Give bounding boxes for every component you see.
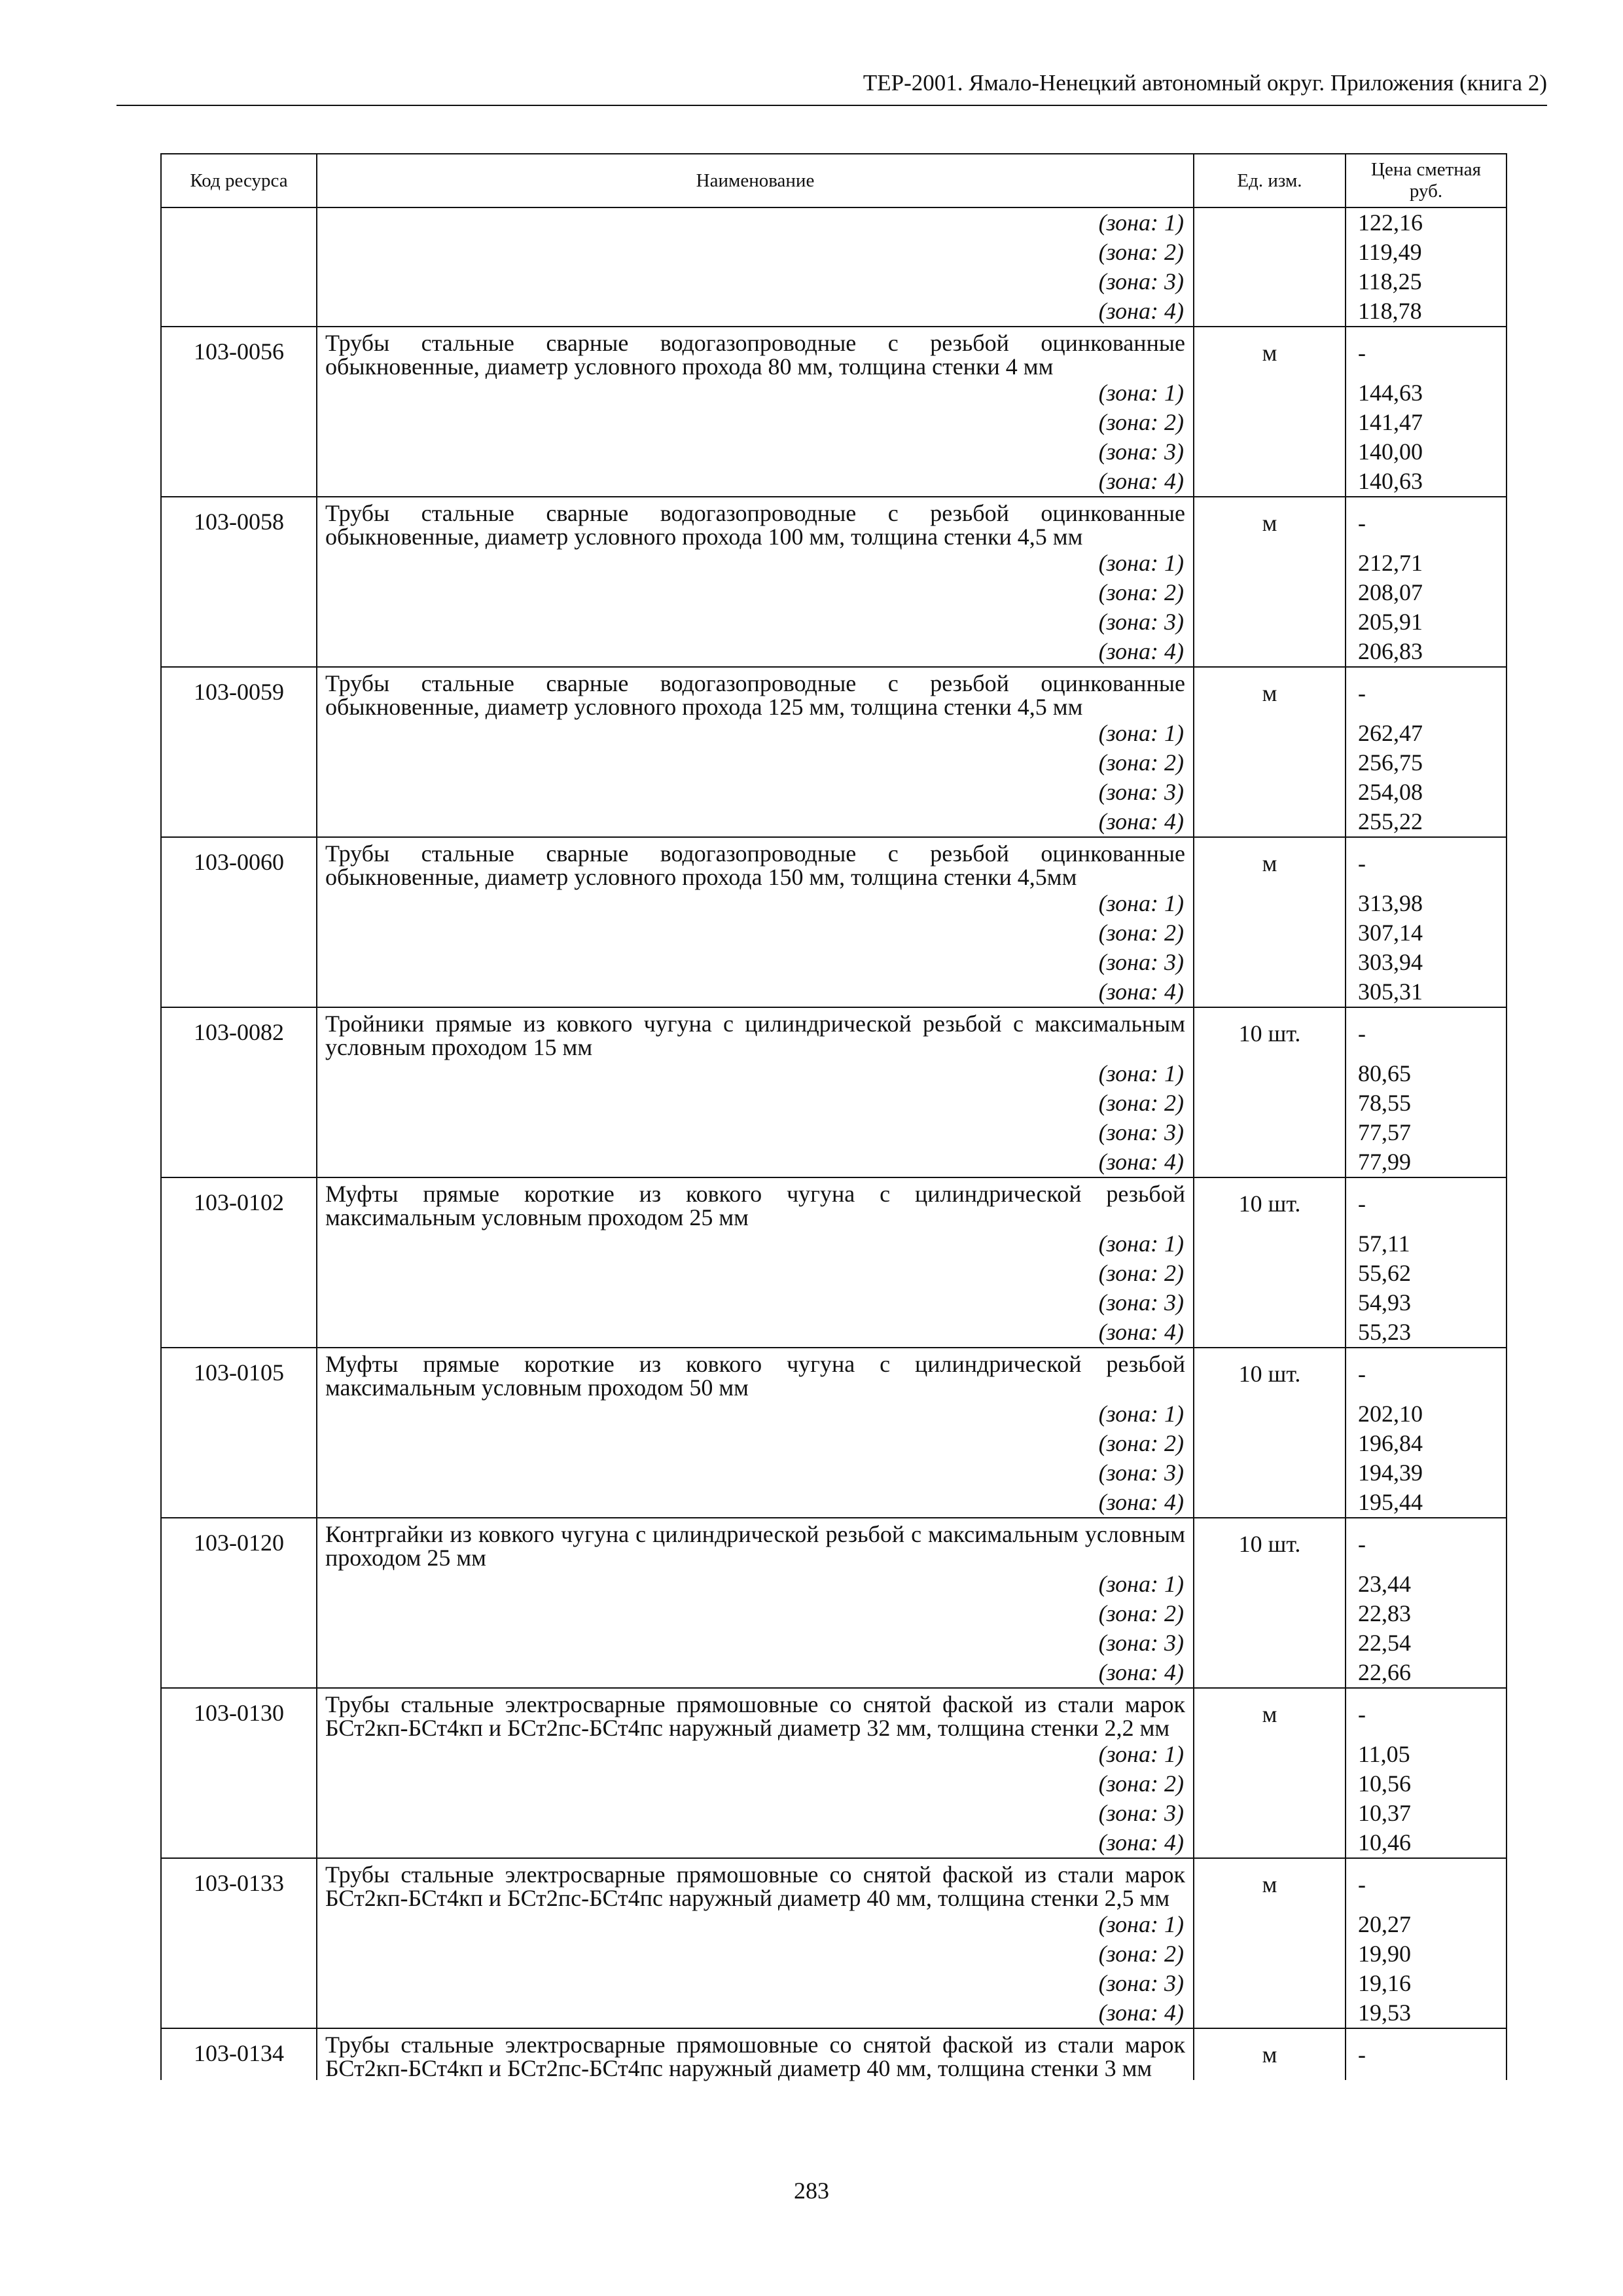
zone-label: (зона: 4) — [317, 1658, 1194, 1688]
unit-cell — [1194, 1828, 1346, 1858]
unit-cell — [1194, 1570, 1346, 1599]
zone-price: 195,44 — [1346, 1488, 1507, 1518]
zone-price: 55,62 — [1346, 1259, 1507, 1288]
unit-cell — [1194, 1399, 1346, 1429]
code-cell — [161, 889, 317, 918]
zone-price: 307,14 — [1346, 918, 1507, 948]
resource-name: Муфты прямые короткие из ковкого чугуна с цилиндрической резьбой максимальным условным проходом 25 мм — [317, 1177, 1194, 1229]
resource-unit: м — [1194, 497, 1346, 548]
zone-row — [161, 1088, 1507, 1118]
table-row — [161, 667, 1507, 719]
zone-label: (зона: 1) — [317, 207, 1194, 238]
zone-label: (зона: 2) — [317, 1259, 1194, 1288]
code-cell — [161, 1147, 317, 1177]
zone-label: (зона: 2) — [317, 1429, 1194, 1458]
resource-unit: м — [1194, 1858, 1346, 1910]
zone-row — [161, 1628, 1507, 1658]
table-row — [161, 1518, 1507, 1570]
zone-label: (зона: 1) — [317, 1570, 1194, 1599]
zone-price: 19,53 — [1346, 1998, 1507, 2028]
zone-label: (зона: 4) — [317, 977, 1194, 1007]
zone-price: 20,27 — [1346, 1910, 1507, 1939]
zone-price: 303,94 — [1346, 948, 1507, 977]
code-cell — [161, 637, 317, 667]
zone-price: 256,75 — [1346, 748, 1507, 778]
zone-row — [161, 748, 1507, 778]
resource-unit: м — [1194, 1688, 1346, 1740]
code-cell — [161, 1658, 317, 1688]
zone-label: (зона: 1) — [317, 1229, 1194, 1259]
code-cell — [161, 1740, 317, 1769]
zone-row — [161, 1939, 1507, 1969]
resource-unit: м — [1194, 667, 1346, 719]
code-cell — [161, 238, 317, 267]
zone-row — [161, 607, 1507, 637]
zone-row — [161, 296, 1507, 327]
zone-price: 80,65 — [1346, 1059, 1507, 1088]
zone-label: (зона: 3) — [317, 948, 1194, 977]
zone-label: (зона: 1) — [317, 1740, 1194, 1769]
unit-cell — [1194, 408, 1346, 437]
zone-row — [161, 1910, 1507, 1939]
zone-label: (зона: 3) — [317, 267, 1194, 296]
zone-row — [161, 1769, 1507, 1799]
zone-label: (зона: 2) — [317, 748, 1194, 778]
unit-cell — [1194, 889, 1346, 918]
unit-cell — [1194, 548, 1346, 578]
resource-name: Трубы стальные электросварные прямошовные со снятой фаской из стали марок БСт2кп-БСт4кп и БСт2пс-БСт4пс наружный диаметр 40 мм, толщина стенки 3 мм — [317, 2028, 1194, 2080]
unit-cell — [1194, 378, 1346, 408]
continuation-rows — [161, 207, 1507, 327]
zone-price: 118,25 — [1346, 267, 1507, 296]
unit-cell — [1194, 1288, 1346, 1318]
code-cell — [161, 748, 317, 778]
resource-name: Трубы стальные сварные водогазопроводные с резьбой оцинкованные обыкновенные, диаметр условного прохода 150 мм, толщина стенки 4,5мм — [317, 837, 1194, 889]
resource-group — [161, 2028, 1507, 2080]
column-header-code: Код ресурса — [161, 154, 317, 207]
code-cell — [161, 1429, 317, 1458]
code-cell — [161, 607, 317, 637]
unit-cell — [1194, 1599, 1346, 1628]
table-row — [161, 497, 1507, 548]
zone-price: 140,00 — [1346, 437, 1507, 467]
code-cell — [161, 1599, 317, 1628]
code-cell — [161, 1088, 317, 1118]
zone-price: 22,54 — [1346, 1628, 1507, 1658]
unit-cell — [1194, 1458, 1346, 1488]
resource-group — [161, 497, 1507, 667]
resource-unit: 10 шт. — [1194, 1348, 1346, 1399]
zone-price: 122,16 — [1346, 207, 1507, 238]
zone-row — [161, 1599, 1507, 1628]
zone-row — [161, 1740, 1507, 1769]
unit-cell — [1194, 1939, 1346, 1969]
zone-row — [161, 1318, 1507, 1348]
zone-label: (зона: 4) — [317, 1488, 1194, 1518]
unit-cell — [1194, 807, 1346, 837]
resource-price: - — [1346, 667, 1507, 719]
zone-row — [161, 1059, 1507, 1088]
code-cell — [161, 1628, 317, 1658]
code-cell — [161, 1229, 317, 1259]
zone-label: (зона: 2) — [317, 238, 1194, 267]
resource-group — [161, 837, 1507, 1007]
zone-label: (зона: 3) — [317, 607, 1194, 637]
resource-name: Контргайки из ковкого чугуна с цилиндрической резьбой с максимальным условным проходом 25 мм — [317, 1518, 1194, 1570]
zone-price: 305,31 — [1346, 977, 1507, 1007]
zone-label: (зона: 2) — [317, 1939, 1194, 1969]
resource-name: Трубы стальные электросварные прямошовные со снятой фаской из стали марок БСт2кп-БСт4кп и БСт2пс-БСт4пс наружный диаметр 40 мм, толщина стенки 2,5 мм — [317, 1858, 1194, 1910]
zone-label: (зона: 1) — [317, 1399, 1194, 1429]
code-cell — [161, 719, 317, 748]
unit-cell — [1194, 977, 1346, 1007]
zone-price: 119,49 — [1346, 238, 1507, 267]
zone-row — [161, 578, 1507, 607]
zone-label: (зона: 3) — [317, 1458, 1194, 1488]
resource-code: 103-0120 — [161, 1518, 317, 1570]
zone-price: 78,55 — [1346, 1088, 1507, 1118]
unit-cell — [1194, 467, 1346, 497]
zone-row — [161, 1147, 1507, 1177]
zone-row — [161, 889, 1507, 918]
resource-group — [161, 1177, 1507, 1348]
unit-cell — [1194, 637, 1346, 667]
code-cell — [161, 548, 317, 578]
code-cell — [161, 1458, 317, 1488]
zone-label: (зона: 2) — [317, 1599, 1194, 1628]
zone-price: 194,39 — [1346, 1458, 1507, 1488]
zone-price: 77,99 — [1346, 1147, 1507, 1177]
code-cell — [161, 1488, 317, 1518]
zone-label: (зона: 3) — [317, 1969, 1194, 1998]
resource-group — [161, 1007, 1507, 1177]
resource-price: - — [1346, 1688, 1507, 1740]
zone-row — [161, 238, 1507, 267]
code-cell — [161, 1059, 317, 1088]
zone-label: (зона: 3) — [317, 437, 1194, 467]
code-cell — [161, 207, 317, 238]
unit-cell — [1194, 578, 1346, 607]
resource-price: - — [1346, 1518, 1507, 1570]
unit-cell — [1194, 1088, 1346, 1118]
resource-price: - — [1346, 1007, 1507, 1059]
resource-code: 103-0130 — [161, 1688, 317, 1740]
zone-price: 57,11 — [1346, 1229, 1507, 1259]
code-cell — [161, 467, 317, 497]
code-cell — [161, 778, 317, 807]
resource-unit: м — [1194, 837, 1346, 889]
resource-name: Тройники прямые из ковкого чугуна с цилиндрической резьбой с максимальным условным проходом 15 мм — [317, 1007, 1194, 1059]
zone-row — [161, 948, 1507, 977]
resource-code: 103-0059 — [161, 667, 317, 719]
zone-price: 54,93 — [1346, 1288, 1507, 1318]
code-cell — [161, 807, 317, 837]
unit-cell — [1194, 1318, 1346, 1348]
resource-group — [161, 327, 1507, 497]
table-row — [161, 1688, 1507, 1740]
zone-price: 254,08 — [1346, 778, 1507, 807]
resource-code: 103-0060 — [161, 837, 317, 889]
code-cell — [161, 1828, 317, 1858]
zone-row — [161, 977, 1507, 1007]
unit-cell — [1194, 1259, 1346, 1288]
unit-cell — [1194, 719, 1346, 748]
zone-row — [161, 548, 1507, 578]
code-cell — [161, 437, 317, 467]
zone-label: (зона: 2) — [317, 918, 1194, 948]
zone-row — [161, 267, 1507, 296]
zone-row — [161, 1998, 1507, 2028]
unit-cell — [1194, 1998, 1346, 2028]
zone-price: 10,56 — [1346, 1769, 1507, 1799]
unit-cell — [1194, 1740, 1346, 1769]
resource-group — [161, 1858, 1507, 2028]
zone-label: (зона: 3) — [317, 1118, 1194, 1147]
unit-cell — [1194, 1628, 1346, 1658]
zone-label: (зона: 4) — [317, 807, 1194, 837]
zone-price: 19,90 — [1346, 1939, 1507, 1969]
code-cell — [161, 578, 317, 607]
resource-name: Муфты прямые короткие из ковкого чугуна с цилиндрической резьбой максимальным условным проходом 50 мм — [317, 1348, 1194, 1399]
column-header-unit: Ед. изм. — [1194, 154, 1346, 207]
unit-cell — [1194, 1429, 1346, 1458]
resource-group — [161, 667, 1507, 837]
zone-price: 10,37 — [1346, 1799, 1507, 1828]
unit-cell — [1194, 948, 1346, 977]
zone-label: (зона: 2) — [317, 1088, 1194, 1118]
resource-group — [161, 1348, 1507, 1518]
resource-unit: м — [1194, 2028, 1346, 2080]
zone-row — [161, 378, 1507, 408]
zone-price: 23,44 — [1346, 1570, 1507, 1599]
zone-label: (зона: 3) — [317, 1288, 1194, 1318]
zone-price: 22,66 — [1346, 1658, 1507, 1688]
resource-group — [161, 1688, 1507, 1858]
unit-cell — [1194, 207, 1346, 238]
resource-name: Трубы стальные сварные водогазопроводные с резьбой оцинкованные обыкновенные, диаметр условного прохода 80 мм, толщина стенки 4 мм — [317, 327, 1194, 378]
resource-price: - — [1346, 837, 1507, 889]
table-row — [161, 2028, 1507, 2080]
code-cell — [161, 1570, 317, 1599]
table-header-row — [161, 154, 1507, 207]
zone-row — [161, 408, 1507, 437]
unit-cell — [1194, 1059, 1346, 1088]
unit-cell — [1194, 1799, 1346, 1828]
code-cell — [161, 918, 317, 948]
unit-cell — [1194, 607, 1346, 637]
resource-group — [161, 1518, 1507, 1688]
zone-row — [161, 1570, 1507, 1599]
zone-label: (зона: 4) — [317, 1318, 1194, 1348]
resource-code: 103-0058 — [161, 497, 317, 548]
zone-row — [161, 1118, 1507, 1147]
code-cell — [161, 1969, 317, 1998]
zone-label: (зона: 4) — [317, 296, 1194, 327]
zone-row — [161, 1488, 1507, 1518]
unit-cell — [1194, 1488, 1346, 1518]
page-header: ТЕР-2001. Ямало-Ненецкий автономный округ. Приложения (книга 2) — [863, 70, 1547, 96]
code-cell — [161, 1399, 317, 1429]
resource-unit: 10 шт. — [1194, 1177, 1346, 1229]
zone-row — [161, 1429, 1507, 1458]
zone-price: 262,47 — [1346, 719, 1507, 748]
header-rule — [116, 105, 1547, 106]
zone-price: 19,16 — [1346, 1969, 1507, 1998]
code-cell — [161, 408, 317, 437]
zone-row — [161, 1658, 1507, 1688]
unit-cell — [1194, 1147, 1346, 1177]
zone-price: 144,63 — [1346, 378, 1507, 408]
unit-cell — [1194, 238, 1346, 267]
zone-label: (зона: 4) — [317, 1998, 1194, 2028]
unit-cell — [1194, 1969, 1346, 1998]
zone-row — [161, 1458, 1507, 1488]
zone-row — [161, 1828, 1507, 1858]
zone-row — [161, 1229, 1507, 1259]
zone-label: (зона: 4) — [317, 1147, 1194, 1177]
zone-label: (зона: 4) — [317, 467, 1194, 497]
resource-name: Трубы стальные электросварные прямошовные со снятой фаской из стали марок БСт2кп-БСт4кп и БСт2пс-БСт4пс наружный диаметр 32 мм, толщина стенки 2,2 мм — [317, 1688, 1194, 1740]
zone-row — [161, 778, 1507, 807]
unit-cell — [1194, 748, 1346, 778]
zone-label: (зона: 3) — [317, 1628, 1194, 1658]
resource-price: - — [1346, 327, 1507, 378]
zone-price: 196,84 — [1346, 1429, 1507, 1458]
zone-row — [161, 1969, 1507, 1998]
zone-price: 141,47 — [1346, 408, 1507, 437]
code-cell — [161, 948, 317, 977]
code-cell — [161, 1998, 317, 2028]
zone-row — [161, 637, 1507, 667]
zone-price: 202,10 — [1346, 1399, 1507, 1429]
zone-label: (зона: 2) — [317, 578, 1194, 607]
zone-row — [161, 467, 1507, 497]
zone-price: 118,78 — [1346, 296, 1507, 327]
zone-price: 11,05 — [1346, 1740, 1507, 1769]
unit-cell — [1194, 267, 1346, 296]
code-cell — [161, 378, 317, 408]
zone-price: 255,22 — [1346, 807, 1507, 837]
resource-price: - — [1346, 1177, 1507, 1229]
code-cell — [161, 296, 317, 327]
unit-cell — [1194, 918, 1346, 948]
zone-label: (зона: 3) — [317, 778, 1194, 807]
unit-cell — [1194, 1229, 1346, 1259]
table-row — [161, 1858, 1507, 1910]
resource-unit: 10 шт. — [1194, 1007, 1346, 1059]
zone-row — [161, 1799, 1507, 1828]
resource-price: - — [1346, 497, 1507, 548]
resource-code: 103-0105 — [161, 1348, 317, 1399]
code-cell — [161, 977, 317, 1007]
unit-cell — [1194, 1658, 1346, 1688]
code-cell — [161, 1939, 317, 1969]
code-cell — [161, 1769, 317, 1799]
zone-label: (зона: 1) — [317, 889, 1194, 918]
zone-label: (зона: 2) — [317, 1769, 1194, 1799]
resource-price: - — [1346, 1858, 1507, 1910]
zone-row — [161, 437, 1507, 467]
zone-row — [161, 1259, 1507, 1288]
zone-price: 206,83 — [1346, 637, 1507, 667]
zone-price: 55,23 — [1346, 1318, 1507, 1348]
zone-price: 22,83 — [1346, 1599, 1507, 1628]
table-row — [161, 837, 1507, 889]
code-cell — [161, 1118, 317, 1147]
unit-cell — [1194, 1769, 1346, 1799]
zone-label: (зона: 1) — [317, 1059, 1194, 1088]
zone-price: 77,57 — [1346, 1118, 1507, 1147]
code-cell — [161, 1318, 317, 1348]
resource-code: 103-0056 — [161, 327, 317, 378]
zone-label: (зона: 4) — [317, 1828, 1194, 1858]
code-cell — [161, 1288, 317, 1318]
resource-unit: м — [1194, 327, 1346, 378]
unit-cell — [1194, 778, 1346, 807]
zone-row — [161, 807, 1507, 837]
zone-price: 208,07 — [1346, 578, 1507, 607]
code-cell — [161, 267, 317, 296]
unit-cell — [1194, 1118, 1346, 1147]
code-cell — [161, 1910, 317, 1939]
table-row — [161, 327, 1507, 378]
code-cell — [161, 1259, 317, 1288]
zone-label: (зона: 1) — [317, 719, 1194, 748]
zone-price: 313,98 — [1346, 889, 1507, 918]
page-number: 283 — [794, 2178, 829, 2204]
unit-cell — [1194, 437, 1346, 467]
zone-label: (зона: 1) — [317, 378, 1194, 408]
zone-price: 212,71 — [1346, 548, 1507, 578]
zone-row — [161, 1288, 1507, 1318]
code-cell — [161, 1799, 317, 1828]
table-row — [161, 1177, 1507, 1229]
column-header-price: Цена сметная руб. — [1346, 154, 1507, 207]
resource-name: Трубы стальные сварные водогазопроводные с резьбой оцинкованные обыкновенные, диаметр условного прохода 100 мм, толщина стенки 4,5 мм — [317, 497, 1194, 548]
column-header-name: Наименование — [317, 154, 1194, 207]
resource-unit: 10 шт. — [1194, 1518, 1346, 1570]
resource-price: - — [1346, 2028, 1507, 2080]
zone-label: (зона: 2) — [317, 408, 1194, 437]
zone-label: (зона: 1) — [317, 1910, 1194, 1939]
zone-label: (зона: 4) — [317, 637, 1194, 667]
zone-price: 10,46 — [1346, 1828, 1507, 1858]
zone-row — [161, 918, 1507, 948]
resource-code: 103-0102 — [161, 1177, 317, 1229]
resource-code: 103-0133 — [161, 1858, 317, 1910]
unit-cell — [1194, 296, 1346, 327]
zone-row — [161, 1399, 1507, 1429]
zone-price: 205,91 — [1346, 607, 1507, 637]
unit-cell — [1194, 1910, 1346, 1939]
zone-row — [161, 207, 1507, 238]
zone-label: (зона: 3) — [317, 1799, 1194, 1828]
table-row — [161, 1348, 1507, 1399]
zone-row — [161, 719, 1507, 748]
zone-label: (зона: 1) — [317, 548, 1194, 578]
resource-price: - — [1346, 1348, 1507, 1399]
resource-code: 103-0134 — [161, 2028, 317, 2080]
table-row — [161, 1007, 1507, 1059]
price-table — [160, 153, 1507, 2080]
resource-code: 103-0082 — [161, 1007, 317, 1059]
zone-price: 140,63 — [1346, 467, 1507, 497]
resource-name: Трубы стальные сварные водогазопроводные с резьбой оцинкованные обыкновенные, диаметр условного прохода 125 мм, толщина стенки 4,5 мм — [317, 667, 1194, 719]
